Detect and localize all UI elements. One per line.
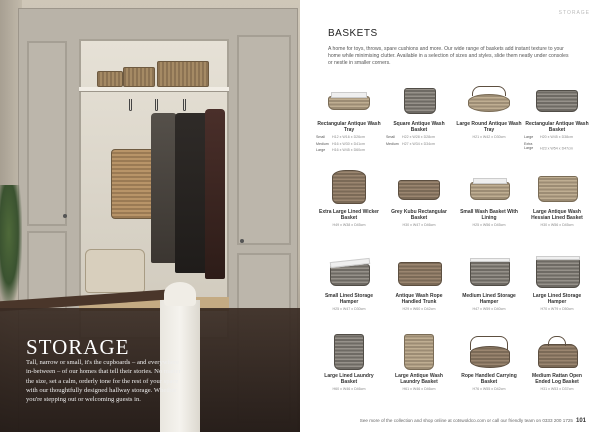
dimension-value: H30 x W47 x D46cm [402, 223, 436, 227]
size-label: Small [386, 135, 395, 139]
product-dimensions [524, 307, 590, 312]
basket-image [324, 334, 374, 370]
product-dimensions [386, 223, 452, 228]
dimension-value: H70 x W79 x D50cm [540, 307, 574, 311]
section-title: BASKETS [328, 28, 378, 39]
alcove-shelf [79, 87, 229, 92]
product-name: Medium Rattan Open Ended Log Basket [531, 373, 582, 385]
product-dimensions [524, 142, 590, 151]
basket-image [394, 82, 444, 118]
door-knob [63, 214, 67, 218]
product-dimensions [386, 387, 452, 392]
size-label: Large [524, 135, 534, 139]
size-label: Small [316, 135, 325, 139]
product-name: Large Antique Wash Laundry Basket [395, 373, 443, 385]
storage-heading: STORAGE [26, 335, 130, 359]
dimension-value: H22 x W28 x D28cm [402, 135, 435, 139]
coat-hook [183, 99, 186, 111]
product-name: Small Wash Basket With Lining [460, 209, 518, 221]
product-name: Rectangular Antique Wash Basket [525, 121, 589, 133]
product-dimensions [524, 223, 590, 228]
basket-image [532, 254, 582, 290]
storage-body-text: Tall, narrow or small, it's the cupboards – and everywhere in-between – of our homes that tell their stories. No matter the size, set a calm, orderly tone for the rest of your space with our thoughtfully designed hallway storage. Whether you're stepping out or welcoming guests in. [26, 359, 181, 404]
product-dimensions [316, 223, 382, 228]
product-dimensions [316, 387, 382, 392]
dimension-value: H16 x W45 x D60cm [332, 148, 365, 153]
product-name: Antique Wash Rope Handled Trunk [395, 293, 443, 305]
product-card [386, 82, 452, 146]
product-dimensions [316, 142, 382, 147]
dimension-value: H61 x W46 x D46cm [402, 387, 436, 391]
product-card [524, 82, 590, 151]
basket-image [532, 170, 582, 206]
door-knob [240, 239, 244, 243]
product-card [456, 254, 522, 312]
dimension-value: H29 x W60 x D42cm [402, 307, 436, 311]
dimension-value: H60 x W46 x D46cm [332, 387, 366, 391]
product-dimensions [456, 223, 522, 228]
product-name: Small Lined Storage Hamper [324, 293, 374, 305]
product-name: Large Round Antique Wash Tray [456, 121, 522, 133]
dimension-value: H30 x W56 x D45cm [540, 223, 574, 227]
product-card [316, 170, 382, 228]
page-section-tag: STORAGE [558, 10, 590, 16]
product-card [524, 254, 590, 312]
size-label: Medium [316, 141, 329, 146]
product-dimensions [456, 135, 522, 140]
hanging-coat [151, 113, 177, 263]
basket-image [394, 334, 444, 370]
shelf-basket [97, 71, 123, 87]
basket-image [464, 82, 514, 118]
page-number: 101 [575, 418, 586, 424]
dimension-value: H31 x W53 x D37cm [540, 387, 574, 391]
basket-image [464, 170, 514, 206]
product-dimensions [456, 387, 522, 392]
product-card [316, 334, 382, 392]
product-name: Large Lined Storage Hamper [532, 293, 582, 305]
basket-image [464, 254, 514, 290]
product-card [456, 170, 522, 228]
size-label: Medium [386, 141, 399, 146]
product-dimensions [316, 307, 382, 312]
product-name: Grey Kubu Rectangular Basket [391, 209, 447, 221]
dimension-value: H23 x W54 x D47cm [540, 146, 573, 151]
product-card [386, 254, 452, 312]
basket-image [324, 254, 374, 290]
product-card [524, 334, 590, 392]
product-card [386, 334, 452, 392]
product-card [456, 334, 522, 392]
shelf-basket [123, 67, 155, 87]
page-footer [360, 418, 586, 424]
section-intro: A home for toys, throws, spare cushions and more. Our wide range of baskets add instant texture to your home while minimising clutter. Available in a selection of sizes and styles, slide them neatly under consoles or nestle in smaller corners. [328, 46, 569, 66]
product-dimensions [456, 307, 522, 312]
product-card [386, 170, 452, 228]
coat-hook [129, 99, 132, 111]
basket-image [324, 82, 374, 118]
basket-image [394, 254, 444, 290]
product-name: Medium Lined Storage Hamper [462, 293, 516, 305]
product-dimensions [524, 387, 590, 392]
dimension-value: H25 x W56 x D45cm [472, 223, 506, 227]
product-dimensions [316, 135, 382, 140]
shelf-basket [157, 61, 209, 87]
dimension-value: H21 x W42 x D30cm [472, 135, 506, 139]
dimension-value: H25 x W47 x D30cm [332, 307, 366, 311]
hanging-scarf [205, 109, 225, 279]
product-dimensions [386, 135, 452, 140]
product-dimensions [386, 307, 452, 312]
baskets-catalog-page [300, 0, 600, 432]
cabinet-door-right-upper [237, 35, 291, 245]
product-dimensions [386, 142, 452, 147]
product-name: Rectangular Antique Wash Tray [317, 121, 381, 133]
product-name: Extra Large Lined Wicker Basket [319, 209, 379, 221]
basket-image [324, 170, 374, 206]
dimension-value: H27 x W34 x D34cm [402, 141, 435, 146]
tote-bag [85, 249, 145, 293]
product-name: Large Lined Laundry Basket [324, 373, 374, 385]
basket-image [532, 334, 582, 370]
product-card [316, 82, 382, 153]
size-label: Large [316, 148, 326, 153]
product-name: Rope Handled Carrying Basket [461, 373, 517, 385]
hanging-coat [175, 113, 209, 273]
dimension-value: H16 x W30 x D41cm [332, 141, 365, 146]
cabinet-door-left-upper [27, 41, 67, 226]
product-card [456, 82, 522, 140]
dimension-value: H12 x W16 x D26cm [332, 135, 365, 139]
dimension-value: H20 x W45 x D38cm [540, 135, 573, 139]
plant [0, 185, 22, 305]
dimension-value: H49 x W38 x D45cm [332, 223, 366, 227]
basket-image [532, 82, 582, 118]
dimension-value: H47 x W59 x D40cm [472, 307, 506, 311]
basket-image [394, 170, 444, 206]
product-name: Square Antique Wash Basket [393, 121, 445, 133]
basket-image [464, 334, 514, 370]
product-card [524, 170, 590, 228]
product-dimensions [524, 135, 590, 140]
product-name: Large Antique Wash Hessian Lined Basket [531, 209, 583, 221]
coat-hook [155, 99, 158, 111]
product-dimensions [316, 148, 382, 153]
dimension-value: H76 x W55 x D42cm [472, 387, 506, 391]
product-card [316, 254, 382, 312]
size-label: Extra Large [524, 141, 534, 151]
footer-text: See more of the collection and shop online at cotswoldco.com or call our friendly team on 0333 200 1725 [359, 418, 573, 423]
